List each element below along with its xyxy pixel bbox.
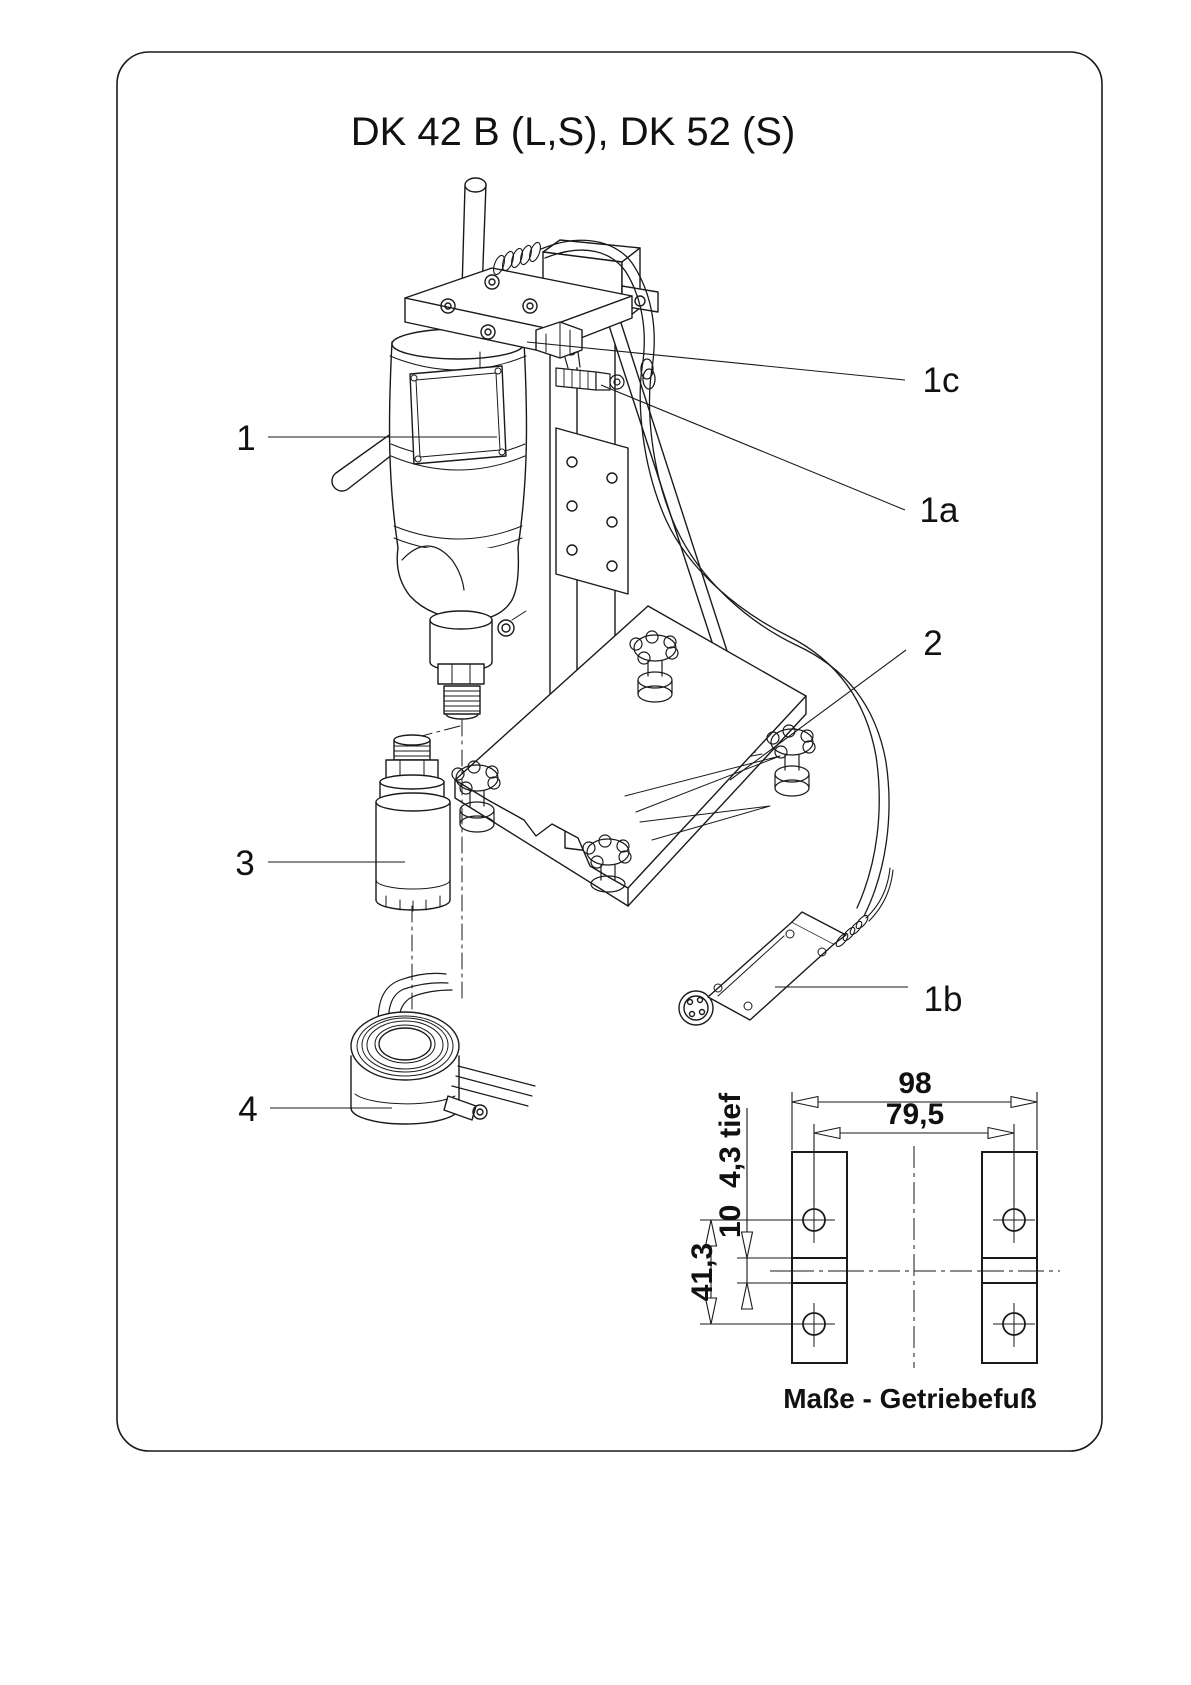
core-drill-bit: [376, 735, 450, 911]
label-4: 4: [238, 1090, 258, 1129]
label-2: 2: [923, 624, 943, 663]
label-1c: 1c: [922, 361, 960, 400]
carriage-plate: [556, 428, 628, 594]
gearbox-spindle: [397, 546, 526, 719]
connector-box: [679, 868, 893, 1025]
label-1a: 1a: [919, 491, 959, 530]
page-title: DK 42 B (L,S), DK 52 (S): [350, 110, 796, 154]
water-collector-ring: [351, 973, 535, 1124]
drill-rig-illustration: [332, 178, 893, 1124]
dimension-drawing: [686, 1067, 1060, 1414]
switch-block: [536, 322, 582, 358]
knob-right: [767, 725, 815, 796]
dimension-caption: Maße - Getriebefuß: [783, 1383, 1037, 1414]
dim-41-3-text: 41,3: [686, 1242, 719, 1302]
dim-slot-text: 10 4,3 tief: [714, 1092, 747, 1238]
dim-79-5-text: 79,5: [885, 1098, 945, 1131]
dim-98-text: 98: [898, 1067, 932, 1100]
motor-body: [390, 329, 527, 551]
label-1b: 1b: [923, 980, 963, 1019]
label-3: 3: [235, 844, 255, 883]
label-1: 1: [236, 419, 256, 458]
